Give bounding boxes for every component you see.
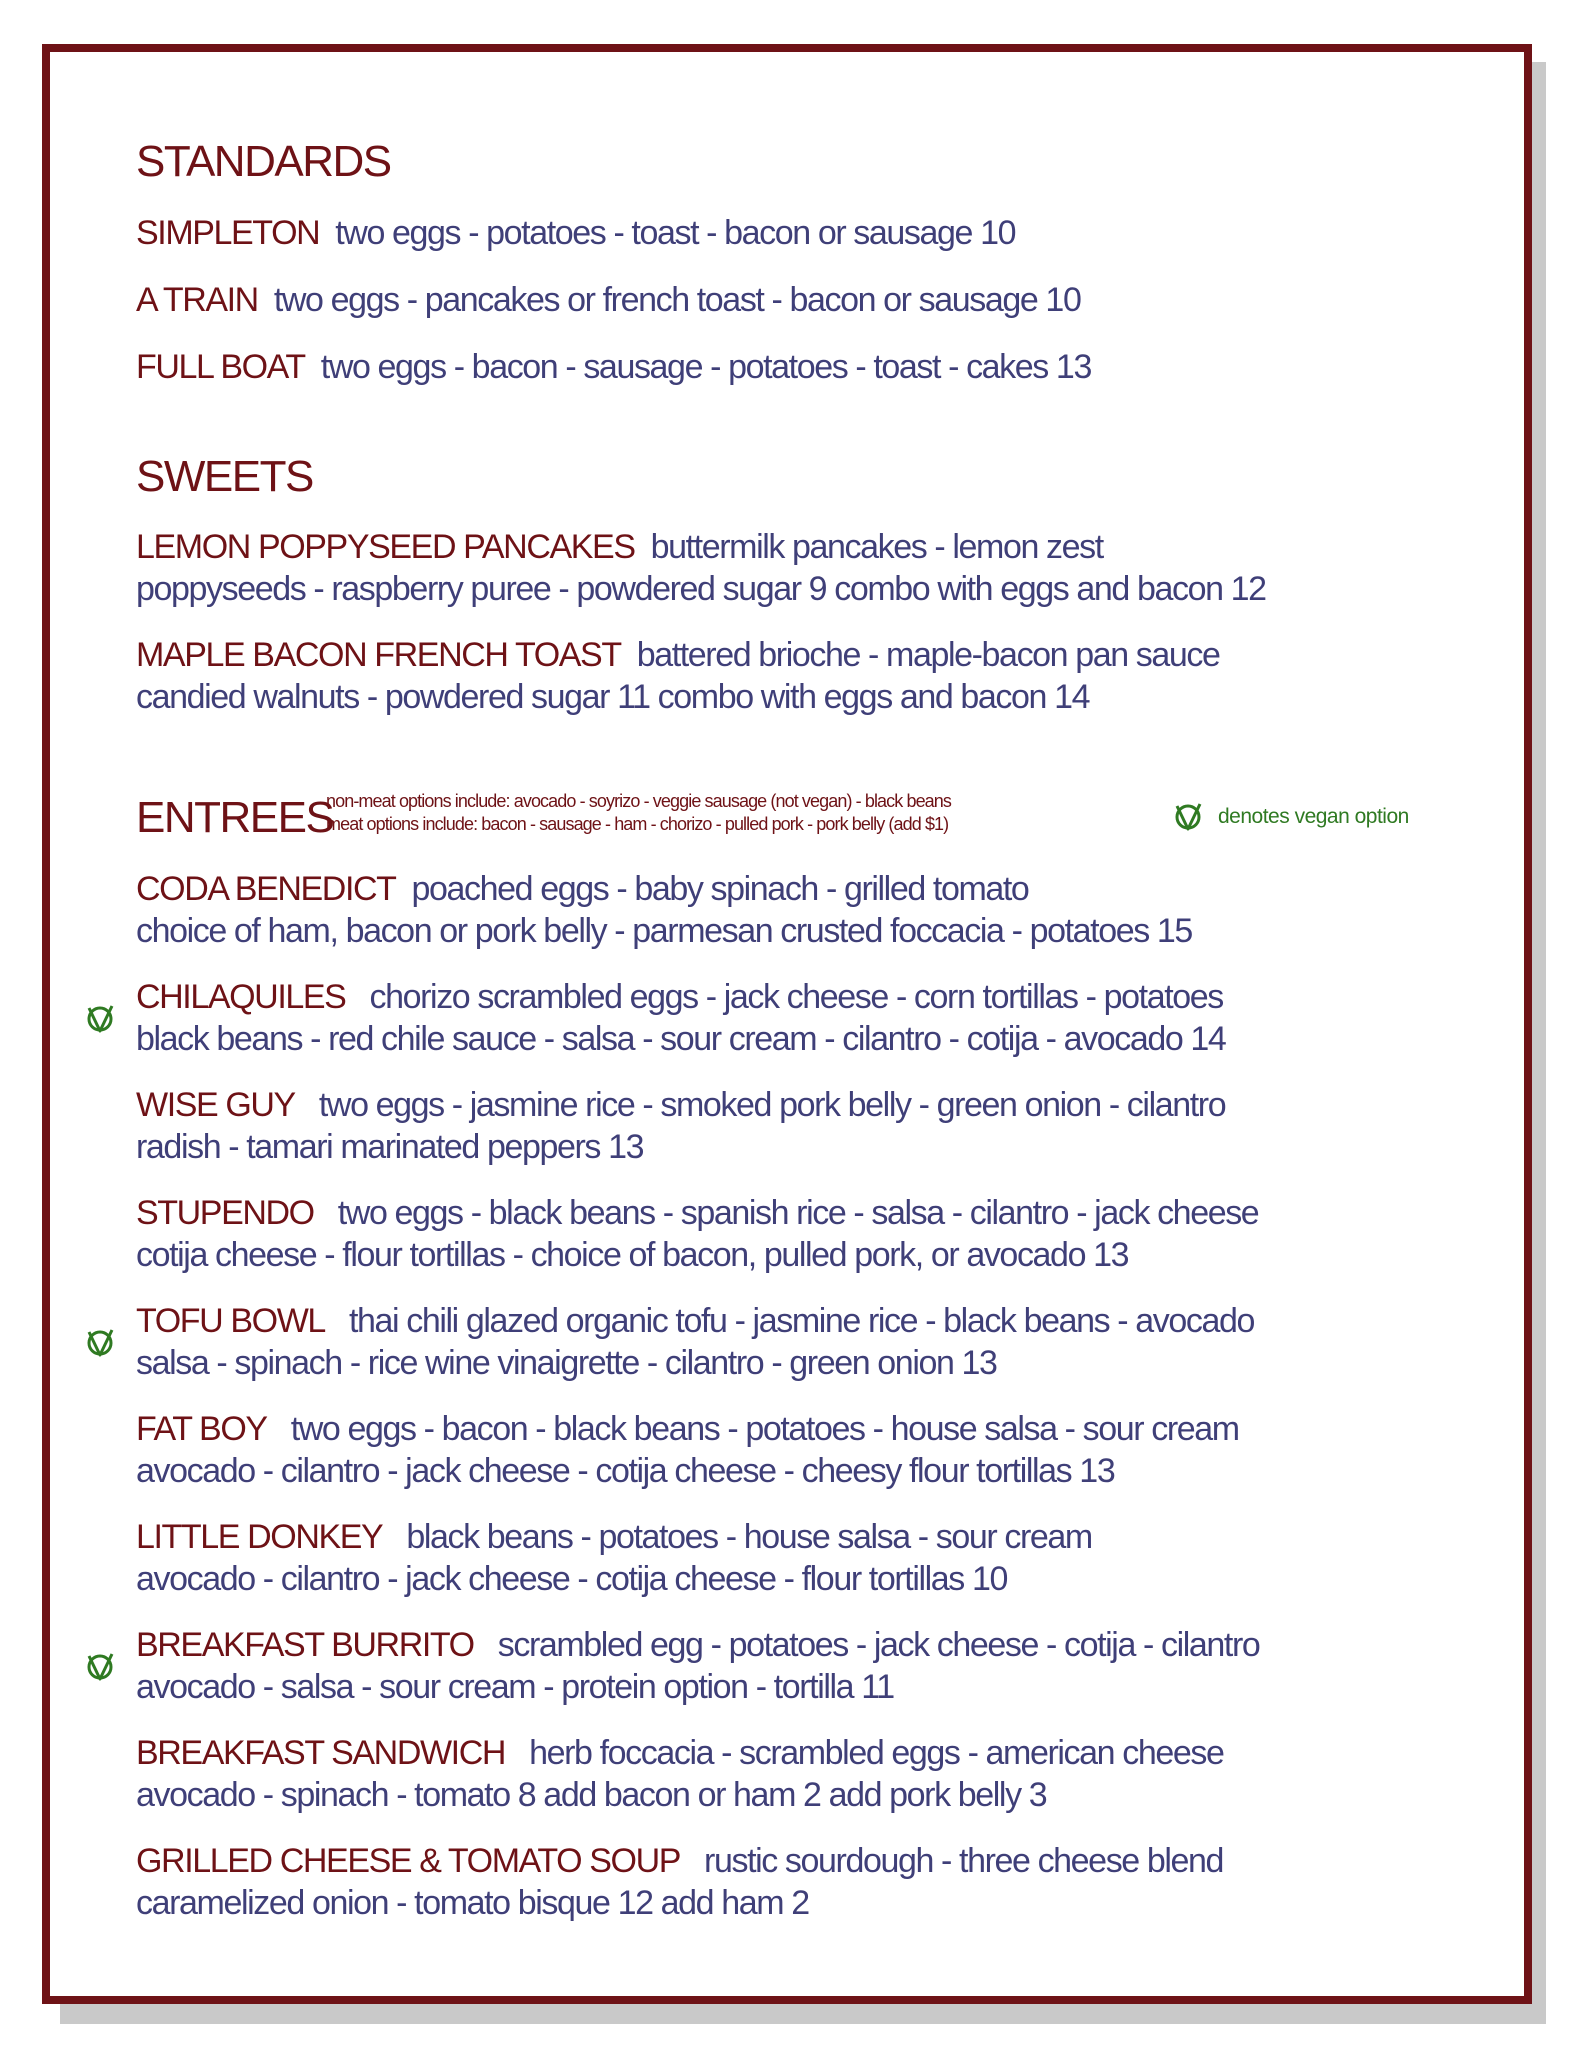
menu-item-breakfast-sandwich	[136, 1732, 1476, 1816]
item-description-line1: poached eggs - baby spinach - grilled tomato	[411, 870, 1029, 908]
menu-item-fat-boy	[136, 1408, 1476, 1492]
item-description-line2: candied walnuts - powdered sugar 11 combo with eggs and bacon 14	[136, 678, 1090, 716]
item-description-line2: poppyseeds - raspberry puree - powdered sugar 9 combo with eggs and bacon 12	[136, 570, 1266, 608]
item-description: two eggs - pancakes or french toast - bacon or sausage 10	[273, 281, 1081, 319]
menu-item-grilled-cheese-tomato-soup	[136, 1840, 1476, 1924]
item-description-line2: salsa - spinach - rice wine vinaigrette - cilantro - green onion 13	[136, 1344, 997, 1382]
menu-item-chilaquiles	[136, 976, 1476, 1060]
item-name: WISE GUY	[136, 1086, 295, 1124]
menu-item-simpleton	[136, 212, 1476, 254]
item-description-line1: scrambled egg - potatoes - jack cheese - cotija - cilantro	[489, 1626, 1260, 1664]
non-meat-options: non-meat options include: avocado - soyrizo - veggie sausage (not vegan) - black beans	[326, 791, 952, 811]
item-name: STUPENDO	[136, 1194, 314, 1232]
item-description-line1: two eggs - bacon - black beans - potatoes - house salsa - sour cream	[282, 1410, 1239, 1448]
section-title-entrees: ENTREES	[136, 793, 334, 842]
item-description-line1: rustic sourdough - three cheese blend	[696, 1842, 1224, 1880]
menu-item-maple-bacon-french-toast	[136, 634, 1476, 718]
item-name: CODA BENEDICT	[136, 870, 396, 908]
item-description-line2: cotija cheese - flour tortillas - choice of bacon, pulled pork, or avocado 13	[136, 1236, 1129, 1274]
item-description-line2: avocado - spinach - tomato 8 add bacon or ham 2 add pork belly 3	[136, 1776, 1047, 1814]
meat-options: meat options include: bacon - sausage - ham - chorizo - pulled pork - pork belly (add $1)	[326, 814, 949, 834]
item-description-line1: buttermilk pancakes - lemon zest	[650, 528, 1103, 566]
menu-item-a-train	[136, 279, 1476, 321]
item-name: CHILAQUILES	[136, 978, 346, 1016]
entrees-options-note	[326, 790, 951, 836]
item-name: A TRAIN	[136, 281, 258, 319]
item-description: two eggs - potatoes - toast - bacon or sausage 10	[335, 214, 1016, 252]
menu-item-breakfast-burrito	[136, 1624, 1476, 1708]
item-name: BREAKFAST SANDWICH	[136, 1734, 506, 1772]
section-title-standards: STANDARDS	[136, 137, 391, 186]
vegan-legend	[1172, 797, 1409, 837]
item-description-line2: avocado - cilantro - jack cheese - cotija cheese - flour tortillas 10	[136, 1560, 1007, 1598]
vegan-v-icon	[1172, 801, 1204, 833]
section-title-sweets: SWEETS	[136, 452, 313, 501]
vegan-v-icon	[84, 1651, 116, 1683]
item-description-line2: radish - tamari marinated peppers 13	[136, 1128, 644, 1166]
item-name: LITTLE DONKEY	[136, 1518, 383, 1556]
item-description-line2: caramelized onion - tomato bisque 12 add ham 2	[136, 1884, 809, 1922]
item-description-line1: two eggs - jasmine rice - smoked pork belly - green onion - cilantro	[310, 1086, 1226, 1124]
item-description-line1: chorizo scrambled eggs - jack cheese - corn tortillas - potatoes	[361, 978, 1223, 1016]
menu-item-full-boat	[136, 346, 1476, 388]
menu-item-wise-guy	[136, 1084, 1476, 1168]
item-description-line2: avocado - cilantro - jack cheese - cotija cheese - cheesy flour tortillas 13	[136, 1452, 1115, 1490]
item-name: FULL BOAT	[136, 348, 305, 386]
vegan-legend-text: denotes vegan option	[1218, 805, 1409, 828]
menu-item-lemon-poppyseed-pancakes	[136, 526, 1476, 610]
item-description-line1: black beans - potatoes - house salsa - sour cream	[398, 1518, 1092, 1556]
item-name: GRILLED CHEESE & TOMATO SOUP	[136, 1842, 680, 1880]
vegan-v-icon	[84, 1327, 116, 1359]
item-name: LEMON POPPYSEED PANCAKES	[136, 528, 635, 566]
item-description-line2: avocado - salsa - sour cream - protein option - tortilla 11	[136, 1668, 894, 1706]
item-name: FAT BOY	[136, 1410, 267, 1448]
vegan-v-icon	[84, 1003, 116, 1035]
item-name: BREAKFAST BURRITO	[136, 1626, 474, 1664]
item-description-line1: two eggs - black beans - spanish rice - salsa - cilantro - jack cheese	[329, 1194, 1259, 1232]
menu-item-little-donkey	[136, 1516, 1476, 1600]
item-description-line1: thai chili glazed organic tofu - jasmine rice - black beans - avocado	[340, 1302, 1254, 1340]
item-description-line1: battered brioche - maple-bacon pan sauce	[636, 636, 1220, 674]
item-description-line1: herb foccacia - scrambled eggs - american cheese	[521, 1734, 1224, 1772]
menu-item-stupendo	[136, 1192, 1476, 1276]
item-description-line2: choice of ham, bacon or pork belly - parmesan crusted foccacia - potatoes 15	[136, 912, 1192, 950]
menu-item-coda-benedict	[136, 868, 1476, 952]
item-name: MAPLE BACON FRENCH TOAST	[136, 636, 621, 674]
item-description: two eggs - bacon - sausage - potatoes - toast - cakes 13	[320, 348, 1091, 386]
item-name: SIMPLETON	[136, 214, 320, 252]
item-description-line2: black beans - red chile sauce - salsa - sour cream - cilantro - cotija - avocado 14	[136, 1020, 1226, 1058]
item-name: TOFU BOWL	[136, 1302, 325, 1340]
menu-item-tofu-bowl	[136, 1300, 1476, 1384]
